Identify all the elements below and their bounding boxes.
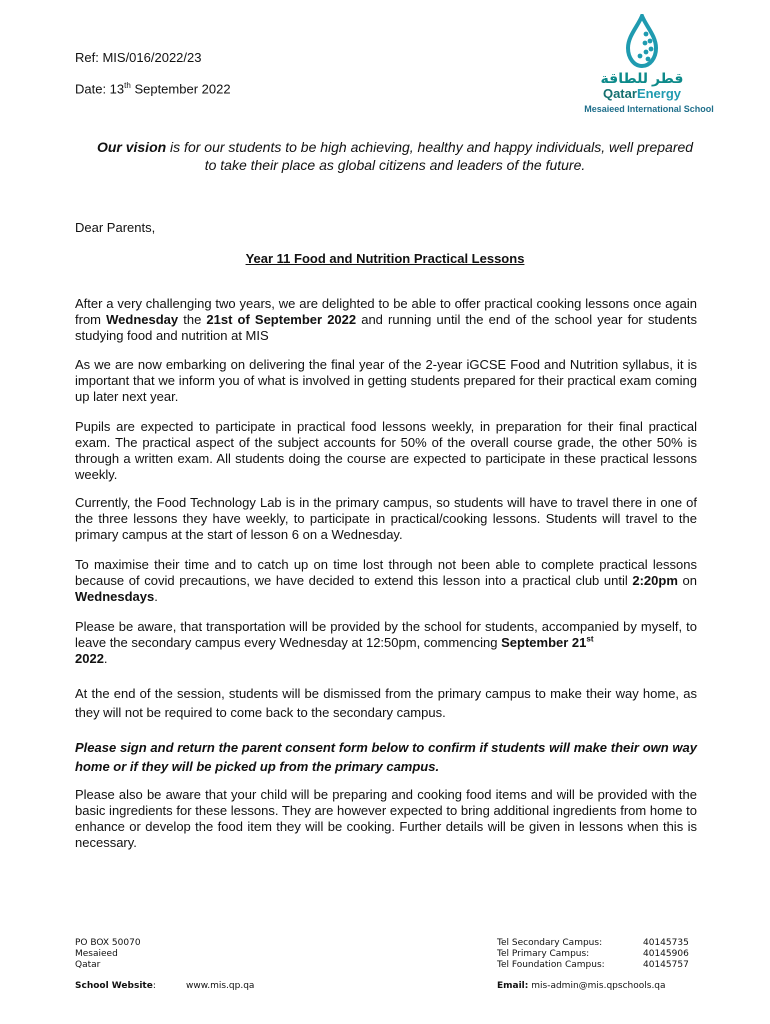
brand-accent: Energy <box>636 86 682 101</box>
logo-brand-name <box>592 86 692 101</box>
paragraph-3: Pupils are expected to participate in practical food lessons weekly, in preparation for their final practical exam. The practical aspect of the subject accounts for 50% of the overall course grade, the other 50% is through a written exam. All students doing the course are expected to participate in these practical lessons weekly. <box>75 419 697 482</box>
consent-instruction: Please sign and return the parent consent form below to confirm if students will make their own way home or if they will be picked up from the primary campus. <box>75 740 697 774</box>
brand-main: Qatar <box>602 86 637 101</box>
website-label <box>75 981 156 992</box>
p6-text-a: Please be aware, that transportation will be provided by the school for students, accompanied by myself, to leave the secondary campus every Wednesday at 12:50pm, commencing <box>75 619 697 650</box>
p1-text-d: and running until the end of the school year for students studying food and nutrition at MIS <box>75 312 698 343</box>
p1-bold-date: 21st of September 2022 <box>206 312 357 327</box>
address-line: PO BOX 50070 <box>75 938 141 948</box>
p1-bold-day: Wednesday <box>106 312 179 327</box>
paragraph-5 <box>75 557 697 605</box>
paragraph-6 <box>75 619 697 667</box>
paragraph-7: At the end of the session, students will be dismissed from the primary campus to make their way home, as they will not be required to come back to the secondary campus. <box>75 686 697 720</box>
p5-bold-time: 2:20pm <box>632 573 678 588</box>
paragraph-9: Please also be aware that your child will be preparing and cooking food items and will be provided with the basic ingredients for these lessons. They are however expected to bring additional ingredients from home to enhance or develop the food item they will be cooking. Further details will be given in lessons when this is necessary. <box>75 787 697 850</box>
vision-statement <box>90 138 700 174</box>
paragraph-4: Currently, the Food Technology Lab is in the primary campus, so students will have to travel there in one of the three lessons they have weekly, to participate in practical/cooking lessons. Students will travel to the primary campus at the start of lesson 6 on a Wednesday. <box>75 495 697 542</box>
paragraph-1 <box>75 296 697 344</box>
vision-text: is for our students to be high achieving, healthy and happy individuals, well prepared to take their place as global citizens and leaders of the future. <box>166 139 694 173</box>
tel-value: 40145906 <box>643 949 689 959</box>
p6-bold-date: September 21 <box>501 635 587 650</box>
tel-value: 40145735 <box>643 938 689 948</box>
address-line: Qatar <box>75 960 101 970</box>
p5-text-d: . <box>154 589 158 604</box>
footer-email <box>497 981 666 992</box>
p5-text-c: on <box>677 573 697 588</box>
water-drop-icon <box>624 14 660 70</box>
tel-value: 40145757 <box>643 960 689 970</box>
p6-text-d: . <box>103 651 108 666</box>
qatarenergy-logo <box>584 14 722 118</box>
footer-phone-labels <box>497 938 605 971</box>
website-label-colon: : <box>152 981 156 991</box>
p5-text-a: To maximise their time and to catch up on time lost through not been able to complete practical lessons because of covid precautions, we have decided to extend this lesson into a practical club until <box>75 557 697 588</box>
reference-number: Ref: MIS/016/2022/23 <box>75 50 202 65</box>
tel-label: Tel Foundation Campus: <box>497 960 605 970</box>
p1-text-a: After a very challenging two years, we are delighted to be able to offer practical cooking lessons once again from <box>75 296 697 327</box>
p5-bold-day: Wednesdays <box>75 589 155 604</box>
address-line: Mesaieed <box>75 949 118 959</box>
tel-label: Tel Primary Campus: <box>497 949 590 959</box>
footer-phone-numbers <box>643 938 689 971</box>
vision-lead: Our vision <box>96 139 167 155</box>
email-label: Email: <box>497 981 529 991</box>
date-ordinal: th <box>124 81 131 90</box>
date-prefix: Date: 13 <box>75 81 125 97</box>
logo-arabic-name: قطر للطاقة <box>600 70 684 86</box>
letter-date <box>75 81 231 96</box>
p1-text-c: the <box>178 312 207 327</box>
date-suffix: September 2022 <box>130 81 231 97</box>
p6-ordinal: st <box>586 634 594 644</box>
p6-bold-year: 2022 <box>75 651 104 666</box>
website-link[interactable]: www.mis.qp.qa <box>186 981 255 991</box>
email-link[interactable]: mis-admin@mis.qpschools.qa <box>531 981 666 991</box>
footer-address <box>75 938 141 971</box>
tel-label: Tel Secondary Campus: <box>497 938 603 948</box>
school-name: Mesaieed International School <box>584 104 714 114</box>
website-label-text: School Website <box>75 981 153 991</box>
salutation: Dear Parents, <box>75 220 156 235</box>
letter-title: Year 11 Food and Nutrition Practical Lessons <box>245 251 525 266</box>
paragraph-2: As we are now embarking on delivering the final year of the 2-year iGCSE Food and Nutrition syllabus, it is important that we inform you of what is involved in getting students prepared for their practical exam coming up later next year. <box>75 357 697 404</box>
